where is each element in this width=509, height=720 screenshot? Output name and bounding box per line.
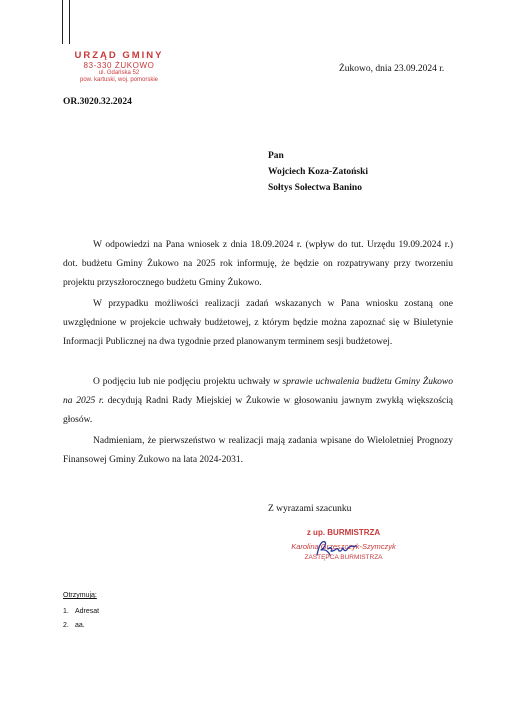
addressee-salutation: Pan <box>268 151 284 161</box>
closing-line: Z wyrazami szacunku <box>268 504 352 514</box>
stamp-line-1: URZĄD GMINY <box>74 50 164 61</box>
office-stamp <box>58 51 180 84</box>
paragraph-3-italic: w sprawie uchwalenia budżetu Gminy Żukowo na 2025 r. <box>63 377 454 406</box>
reference-number: OR.3020.32.2024 <box>63 97 132 107</box>
scan-artifact-line <box>69 0 70 44</box>
addressee-name: Wojciech Koza-Zatoński <box>268 167 369 177</box>
recipient-text: Adresat <box>75 608 100 615</box>
recipient-number: 1. <box>63 608 69 615</box>
recipients-list <box>63 592 99 633</box>
stamp-line-2: 83-330 ŻUKOWO <box>83 61 155 70</box>
addressee-block <box>268 148 368 196</box>
signature-stamp-line-2: Karolina Grzeszczyk-Szymczyk <box>291 542 396 551</box>
stamp-line-3: ul. Gdańska 52 <box>98 70 140 76</box>
addressee-role: Sołtys Sołectwa Banino <box>268 183 362 193</box>
recipient-item <box>63 605 99 619</box>
recipients-heading: Otrzymują: <box>63 592 97 599</box>
recipient-text: aa. <box>75 622 85 629</box>
paragraph-3-end: decydują Radni Rady Miejskiej w Żukowie w głosowaniu jawnym zwykłą większością głosów. <box>63 396 453 425</box>
date-line: Żukowo, dnia 23.09.2024 r. <box>339 64 445 74</box>
paragraph-3-start: O podjęciu lub nie podjęciu projektu uchwały <box>93 377 271 387</box>
paragraph-2: W przypadku możliwości realizacji zadań wskazanych w Pana wniosku zostaną one uwzględnione w projekcie uchwały budżetowej, z którym będzie można zapoznać się w Biuletynie Informacji Publicznej na dwa tygodnie przed planowanym terminem sesji budżetowej. <box>63 299 453 347</box>
recipient-number: 2. <box>63 622 69 629</box>
paragraph-3 <box>63 373 453 430</box>
recipient-item <box>63 619 99 633</box>
paragraph-1: W odpowiedzi na Pana wniosek z dnia 18.09.2024 r. (wpływ do tut. Urzędu 19.09.2024 r.) dot. budżetu Gminy Żukowo na 2025 rok informuję, że będzie on rozpatrywany przy tworzeniu projektu przyszłorocznego budżetu Gminy Żukowo. <box>63 240 453 288</box>
signature-stamp-line-3: ZASTĘPCA BURMISTRZA <box>304 554 383 561</box>
stamp-line-4: pow. kartuski, woj. pomorskie <box>79 77 159 83</box>
paragraph-4: Nadmieniam, że pierwszeństwo w realizacji mają zadania wpisane do Wieloletniej Prognozy Finansowej Gminy Żukowo na lata 2024-2031. <box>63 436 453 465</box>
scan-artifact-line <box>62 0 63 44</box>
handwritten-signature <box>314 537 360 559</box>
signature-stamp-line-1: z up. BURMISTRZA <box>306 528 381 537</box>
